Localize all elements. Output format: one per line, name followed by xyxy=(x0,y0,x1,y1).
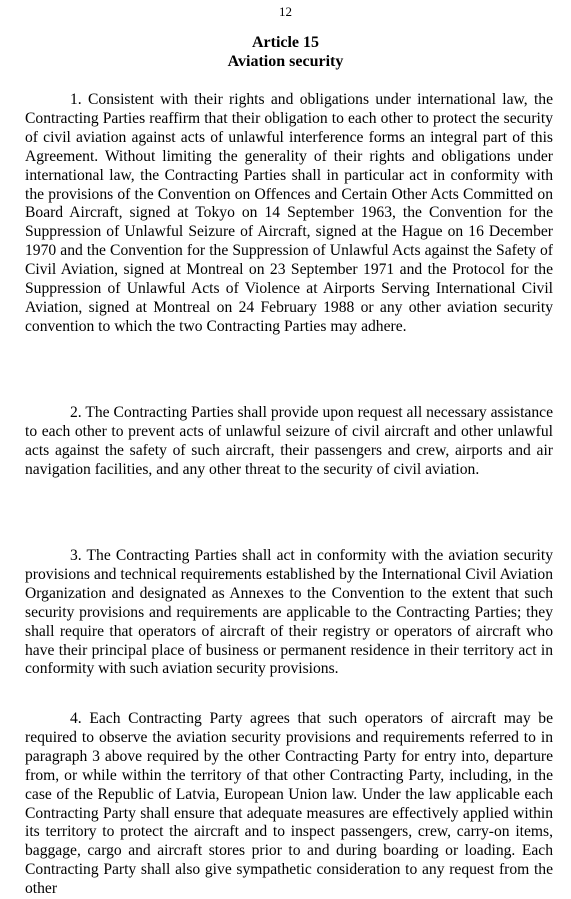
paragraph-2: 2. The Contracting Parties shall provide upon request all necessary assistance to each other to prevent acts of unlawful seizure of civil aircraft and other unlawful acts against the safety of such aircraft, their passengers and crew, airports and air navigation facilities, and any other threat to the security of civil aviation. xyxy=(25,404,553,478)
page-number: 12 xyxy=(279,4,292,19)
paragraph-3: 3. The Contracting Parties shall act in conformity with the aviation security provisions and technical requirements established by the International Civil Aviation Organization and designated as Annexes to the Convention to the extent that such security provisions and requirements are applicable to the Contracting Parties; they shall require that operators of aircraft of their registry or operators of aircraft who have their principal place of business or permanent residence in their territory act in conformity with such aviation security provisions. xyxy=(25,547,553,678)
paragraph-1: 1. Consistent with their rights and obligations under international law, the Contracting Parties reaffirm that their obligation to each other to protect the security of civil aviation against acts of unlawful interference forms an integral part of this Agreement. Without limiting the generality of their rights and obligations under international law, the Contracting Parties shall in particular act in conformity with the provisions of the Convention on Offences and Certain Other Acts Committed on Board Aircraft, signed at Tokyo on 14 September 1963, the Convention for the Suppression of Unlawful Seizure of Aircraft, signed at the Hague on 16 December 1970 and the Convention for the Suppression of Unlawful Acts against the Safety of Civil Aviation, signed at Montreal on 23 September 1971 and the Protocol for the Suppression of Unlawful Acts of Violence at Airports Serving International Civil Aviation, signed at Montreal on 24 February 1988 or any other aviation security convention to which the two Contracting Parties may adhere. xyxy=(25,91,553,335)
article-subtitle: Aviation security xyxy=(227,53,344,70)
paragraph-4: 4. Each Contracting Party agrees that such operators of aircraft may be required to observe the aviation security provisions and requirements referred to in paragraph 3 above required by the other Contracting Party for entry into, departure from, or while within the territory of that other Contracting Party, including, in the case of the Republic of Latvia, European Union law. Under the law applicable each Contracting Party shall ensure that adequate measures are effectively applied within its territory to protect the aircraft and to inspect passengers, crew, carry-on items, baggage, cargo and aircraft stores prior to and during boarding or loading. Each Contracting Party shall also give sympathetic consideration to any request from the other xyxy=(25,710,553,898)
article-title: Article 15 xyxy=(251,34,320,51)
